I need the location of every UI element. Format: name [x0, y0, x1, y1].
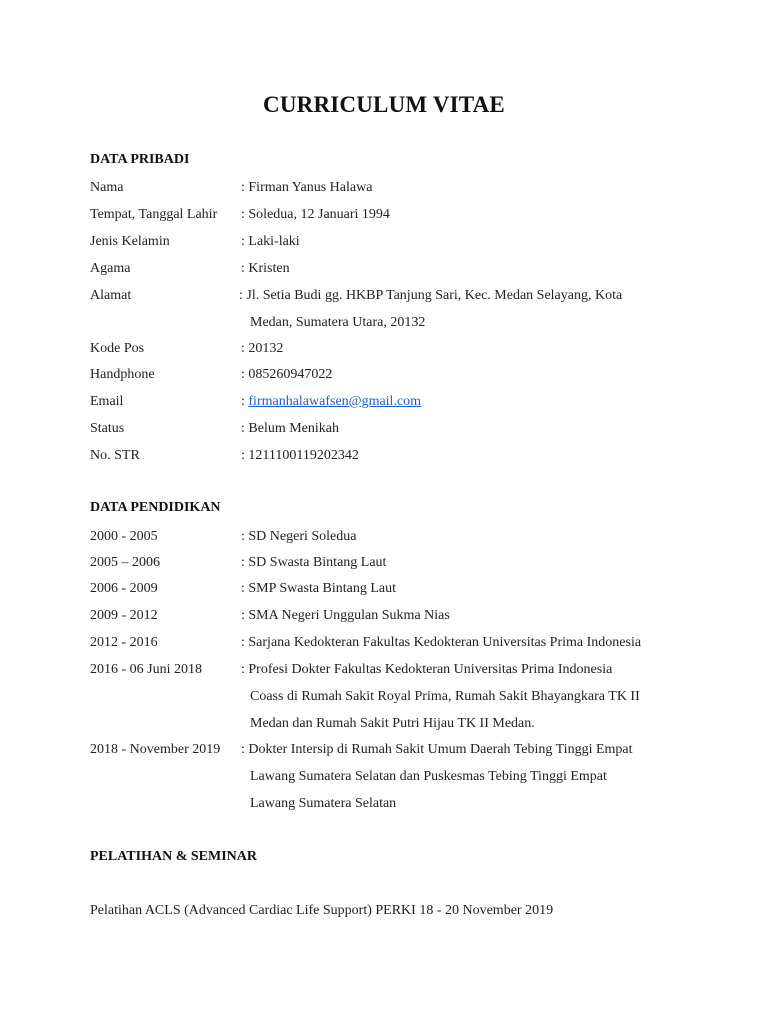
- personal-row-email: [90, 388, 690, 415]
- row-value: : Firman Yanus Halawa: [241, 180, 373, 195]
- education-period: 2005 – 2006: [90, 555, 160, 570]
- row-label: Tempat, Tanggal Lahir: [90, 207, 218, 222]
- education-period: 2000 - 2005: [90, 529, 158, 544]
- education-period: 2016 - 06 Juni 2018: [90, 662, 202, 677]
- education-row: [90, 523, 690, 550]
- education-school: : Dokter Intersip di Rumah Sakit Umum Daerah Tebing Tinggi Empat: [241, 742, 633, 757]
- education-row: [90, 549, 690, 576]
- row-label: Alamat: [90, 288, 132, 303]
- education-period: 2012 - 2016: [90, 635, 158, 650]
- personal-row-gender: [90, 228, 690, 255]
- education-row: [90, 656, 690, 683]
- personal-row-religion: [90, 255, 690, 282]
- education-continuation: Lawang Sumatera Selatan dan Puskesmas Tebing Tinggi Empat: [250, 769, 607, 784]
- email-link[interactable]: firmanhalawafsen@gmail.com: [248, 394, 422, 409]
- training-item: Pelatihan ACLS (Advanced Cardiac Life Support) PERKI 18 - 20 November 2019: [90, 903, 554, 918]
- education-row: [90, 602, 690, 629]
- education-school: : SMA Negeri Unggulan Sukma Nias: [241, 608, 450, 623]
- row-label: Kode Pos: [90, 341, 145, 356]
- education-heading: DATA PENDIDIKAN: [90, 500, 221, 515]
- personal-row-phone: [90, 361, 690, 388]
- education-period: 2006 - 2009: [90, 581, 158, 596]
- education-continuation: Lawang Sumatera Selatan: [250, 796, 397, 811]
- row-value: [241, 388, 421, 415]
- personal-row-address: [90, 282, 690, 309]
- row-value: : Belum Menikah: [241, 421, 339, 436]
- personal-data-heading: DATA PRIBADI: [90, 152, 190, 167]
- row-label: Nama: [90, 180, 124, 195]
- row-value: : Soledua, 12 Januari 1994: [241, 207, 390, 222]
- education-school: : SMP Swasta Bintang Laut: [241, 581, 397, 596]
- row-value: : 1211100119202342: [241, 448, 359, 463]
- row-label: Agama: [90, 261, 131, 276]
- education-period: 2018 - November 2019: [90, 742, 221, 757]
- row-value: : 20132: [241, 341, 284, 356]
- row-value: : Kristen: [241, 261, 290, 276]
- email-colon: :: [241, 394, 245, 409]
- row-value: : Jl. Setia Budi gg. HKBP Tanjung Sari, Kec. Medan Selayang, Kota: [239, 288, 623, 303]
- row-label: Status: [90, 421, 125, 436]
- education-period: 2009 - 2012: [90, 608, 158, 623]
- personal-row-postal-code: [90, 335, 690, 362]
- education-school: : Profesi Dokter Fakultas Kedokteran Universitas Prima Indonesia: [241, 662, 613, 677]
- row-label: Email: [90, 394, 124, 409]
- row-label: Handphone: [90, 367, 155, 382]
- row-label: No. STR: [90, 448, 140, 463]
- row-label: Jenis Kelamin: [90, 234, 170, 249]
- education-continuation: Coass di Rumah Sakit Royal Prima, Rumah Sakit Bhayangkara TK II: [250, 689, 640, 704]
- personal-row-str: [90, 442, 690, 469]
- education-row: [90, 629, 690, 656]
- education-row: [90, 575, 690, 602]
- education-continuation: Medan dan Rumah Sakit Putri Hijau TK II Medan.: [250, 716, 535, 731]
- education-school: : SD Swasta Bintang Laut: [241, 555, 387, 570]
- row-value: : Laki-laki: [241, 234, 300, 249]
- address-continuation: Medan, Sumatera Utara, 20132: [250, 315, 426, 330]
- document-title: CURRICULUM VITAE: [263, 92, 505, 117]
- personal-row-name: [90, 174, 690, 201]
- row-value: : 085260947022: [241, 367, 333, 382]
- education-row: [90, 736, 690, 763]
- personal-row-status: [90, 415, 690, 442]
- personal-row-birth: [90, 201, 690, 228]
- training-heading: PELATIHAN & SEMINAR: [90, 849, 257, 864]
- education-school: : Sarjana Kedokteran Fakultas Kedokteran Universitas Prima Indonesia: [241, 635, 642, 650]
- education-school: : SD Negeri Soledua: [241, 529, 357, 544]
